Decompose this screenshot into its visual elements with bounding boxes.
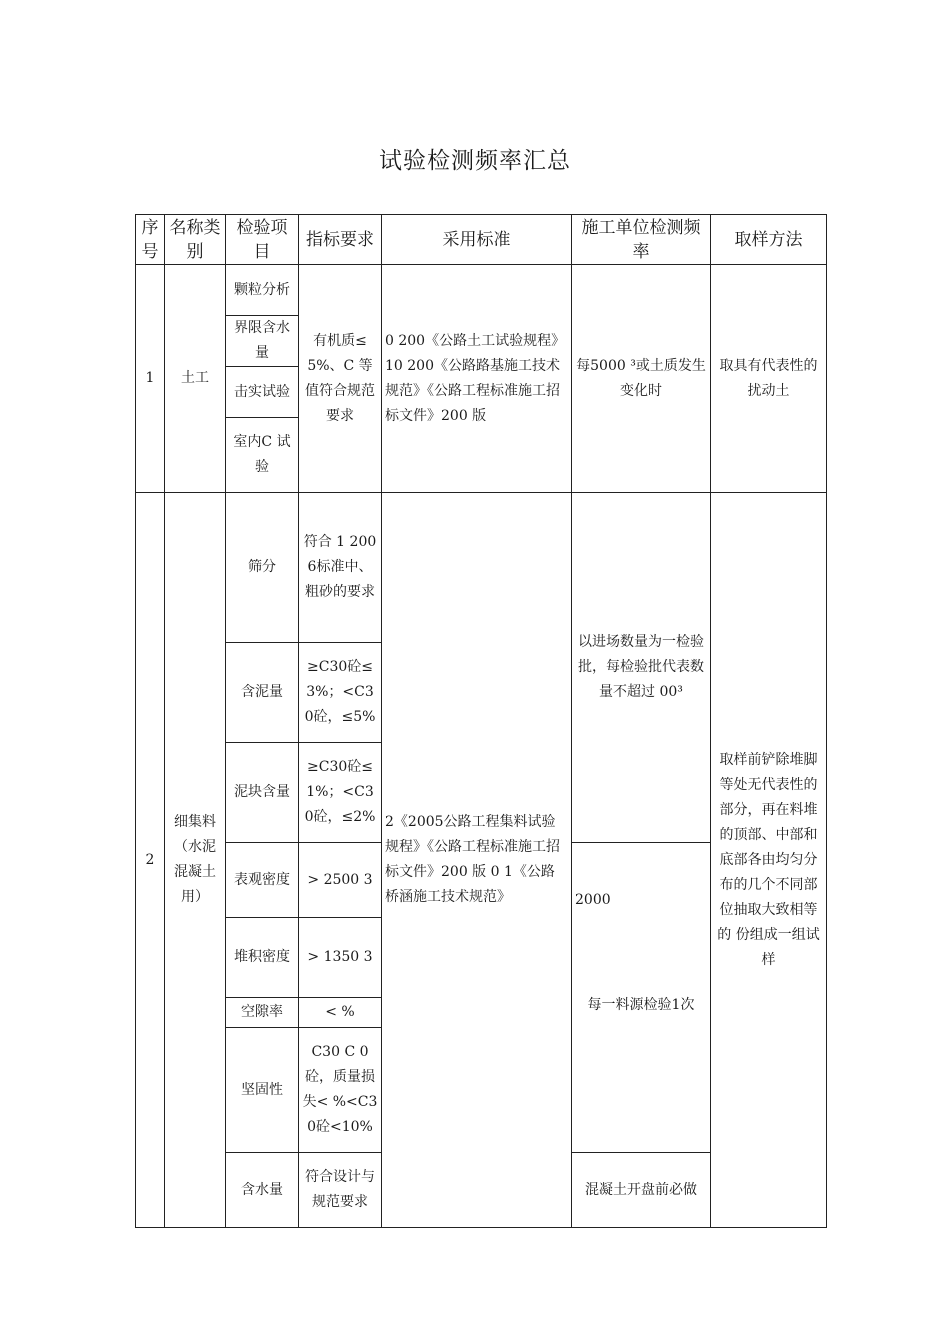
page-title: 试验检测频率汇总 [379, 148, 571, 174]
row2-standard: 2《2005公路工程集料试验规程》《公路工程标准施工招标文件》200 版 0 1《公路桥涵施工技术规范》 [382, 493, 572, 1228]
header-req: 指标要求 [299, 215, 382, 265]
frequency-table [135, 214, 827, 1228]
row2-freq-b-text: 每一料源检验1次 [587, 996, 695, 1013]
row2-freq-b-prefix: 2000 [575, 891, 611, 908]
row1-item: 室内C 试验 [226, 418, 299, 493]
row2-item: 筛分 [226, 493, 299, 643]
row1-item: 颗粒分析 [226, 265, 299, 316]
header-item: 检验项目 [226, 215, 299, 265]
row2-item: 坚固性 [226, 1028, 299, 1153]
header-standard: 采用标准 [382, 215, 572, 265]
row2-item: 空隙率 [226, 998, 299, 1028]
table-row [136, 265, 827, 316]
row2-item: 堆积密度 [226, 918, 299, 998]
row2-name: 细集料（水泥混凝土用） [165, 493, 226, 1228]
row2-item: 含泥量 [226, 643, 299, 743]
table-row [136, 493, 827, 643]
row2-freq-a: 以进场数量为一检验批，每检验批代表数量不超过 00³ [572, 493, 711, 843]
row2-freq-b [572, 843, 711, 1153]
row2-req: > 1350 3 [299, 918, 382, 998]
row2-req: 符合设计与规范要求 [299, 1153, 382, 1228]
row1-standard: 0 200《公路土工试验规程》 10 200《公路路基施工技术规范》《公路工程标准施工招标文件》200 版 [382, 265, 572, 493]
row1-sampling: 取具有代表性的扰动土 [711, 265, 827, 493]
header-name: 名称类别 [165, 215, 226, 265]
row2-sampling: 取样前铲除堆脚等处无代表性的部分，再在料堆的顶部、中部和底部各由均匀分布的几个不同部位抽取大致相等的 份组成一组试样 [711, 493, 827, 1228]
header-sampling: 取样方法 [711, 215, 827, 265]
row1-item: 界限含水量 [226, 316, 299, 367]
row2-req: 符合 1 2006标准中、粗砂的要求 [299, 493, 382, 643]
header-seq: 序号 [136, 215, 165, 265]
row2-freq-c: 混凝土开盘前必做 [572, 1153, 711, 1228]
row2-item: 含水量 [226, 1153, 299, 1228]
header-freq: 施工单位检测频率 [572, 215, 711, 265]
row2-req: > 2500 3 [299, 843, 382, 918]
row2-item: 表观密度 [226, 843, 299, 918]
header-row [136, 215, 827, 265]
row2-seq: 2 [136, 493, 165, 1228]
row1-req: 有机质≤5%、C 等值符合规范要求 [299, 265, 382, 493]
row1-seq: 1 [136, 265, 165, 493]
row1-item: 击实试验 [226, 367, 299, 418]
row1-name: 土工 [165, 265, 226, 493]
row2-req: ≥C30砼≤1%；<C30砼，≤2% [299, 743, 382, 843]
row2-req: C30 C 0砼，质量损失< %<C30砼<10% [299, 1028, 382, 1153]
row2-item: 泥块含量 [226, 743, 299, 843]
row1-freq: 每5000 ³或土质发生变化时 [572, 265, 711, 493]
row2-req: ≥C30砼≤3%；<C30砼，≤5% [299, 643, 382, 743]
row2-req: < % [299, 998, 382, 1028]
